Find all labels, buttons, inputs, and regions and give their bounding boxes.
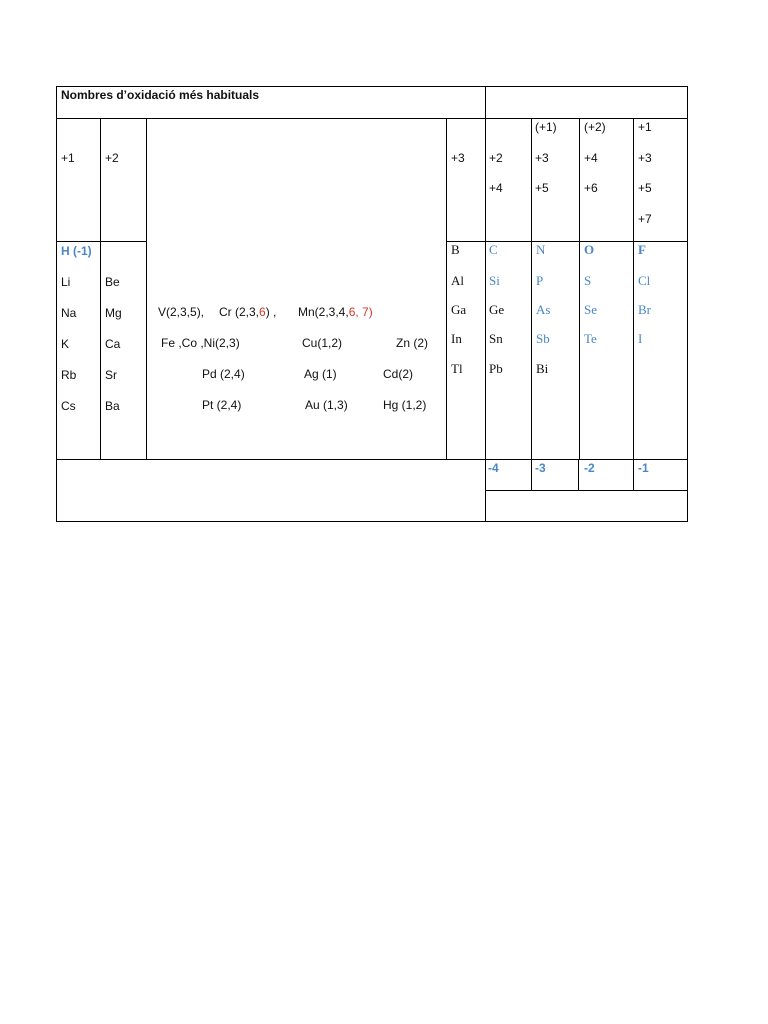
element-s: S [584, 273, 592, 288]
element-au: Au (1,3) [305, 398, 348, 412]
group17-state-2: +3 [638, 151, 652, 165]
element-se: Se [584, 302, 597, 317]
element-ge: Ge [489, 302, 505, 317]
state-row-divider-left [56, 241, 147, 242]
group2-state: +2 [105, 151, 119, 165]
group16-state-2: +4 [584, 151, 598, 165]
element-te: Te [584, 331, 597, 346]
element-ba: Ba [105, 399, 120, 413]
col-divider-3 [446, 118, 447, 460]
element-pb: Pb [489, 361, 503, 376]
state-row-divider-right [446, 241, 688, 242]
element-p: P [536, 273, 544, 288]
table-border-bottom [56, 521, 688, 522]
element-in: In [451, 331, 462, 346]
element-zn: Zn (2) [396, 336, 429, 350]
mn-high-states: 6, 7) [348, 305, 373, 319]
group16-state-3: +6 [584, 181, 598, 195]
element-cl: Cl [638, 273, 651, 288]
group15-state-3: +5 [535, 181, 549, 195]
col-divider-6b [578, 459, 579, 491]
group15-negative: -3 [535, 461, 546, 475]
group17-state-1: +1 [638, 120, 652, 134]
group13-state: +3 [451, 151, 465, 165]
col-divider-7 [633, 118, 634, 491]
element-br: Br [638, 302, 651, 317]
group16-negative: -2 [584, 461, 595, 475]
element-hg: Hg (1,2) [383, 398, 427, 412]
group15-state-1: (+1) [535, 120, 557, 134]
group14-state-2: +4 [489, 181, 503, 195]
element-h: H (-1) [61, 244, 92, 258]
table-border-top [56, 86, 688, 87]
group17-negative: -1 [638, 461, 649, 475]
col-divider-5 [531, 118, 532, 491]
element-ca: Ca [105, 337, 121, 351]
element-rb: Rb [61, 368, 77, 382]
cr-states: Cr (2,3, [219, 305, 260, 319]
element-k: K [61, 337, 70, 351]
group16-state-1: (+2) [584, 120, 606, 134]
element-mn [298, 305, 373, 319]
page-title: Nombres d’oxidació més habituals [61, 88, 260, 102]
element-as: As [536, 302, 551, 317]
mn-states: Mn(2,3,4, [298, 305, 349, 319]
element-sb: Sb [536, 331, 550, 346]
element-cs: Cs [61, 399, 76, 413]
element-li: Li [61, 275, 71, 289]
body-bottom-divider [56, 459, 688, 460]
element-al: Al [451, 273, 464, 288]
title-right-divider [485, 86, 486, 522]
group14-state-1: +2 [489, 151, 503, 165]
group14-negative: -4 [488, 461, 499, 475]
col-divider-2 [146, 118, 147, 460]
element-n: N [536, 242, 546, 257]
element-o: O [584, 242, 595, 257]
element-na: Na [61, 306, 77, 320]
element-si: Si [489, 273, 500, 288]
element-mg: Mg [105, 306, 122, 320]
element-ag: Ag (1) [304, 367, 337, 381]
element-f: F [638, 242, 646, 257]
cr-high-state: 6 [259, 305, 266, 319]
table-border-right [687, 86, 688, 522]
element-ga: Ga [451, 302, 467, 317]
element-c: C [489, 242, 498, 257]
negative-row-divider [485, 490, 688, 491]
table-border-left [56, 86, 57, 522]
group17-state-3: +5 [638, 181, 652, 195]
group15-state-2: +3 [535, 151, 549, 165]
element-pt: Pt (2,4) [202, 398, 242, 412]
element-tl: Tl [451, 361, 463, 376]
element-v: V(2,3,5), [158, 305, 205, 319]
element-cd: Cd(2) [383, 367, 414, 381]
element-sn: Sn [489, 331, 503, 346]
title-row-divider [56, 118, 688, 119]
element-cu: Cu(1,2) [302, 336, 343, 350]
element-pd: Pd (2,4) [202, 367, 245, 381]
element-b: B [451, 242, 460, 257]
col-divider-6a [579, 118, 580, 460]
element-bi: Bi [536, 361, 549, 376]
element-sr: Sr [105, 368, 117, 382]
element-fe-co-ni: Fe ,Co ,Ni(2,3) [161, 336, 240, 350]
col-divider-1 [100, 118, 101, 460]
cr-close: ) , [265, 305, 277, 319]
element-cr [219, 305, 276, 319]
element-be: Be [105, 275, 120, 289]
group1-state: +1 [61, 151, 75, 165]
element-i: I [638, 331, 643, 346]
group17-state-4: +7 [638, 212, 652, 226]
